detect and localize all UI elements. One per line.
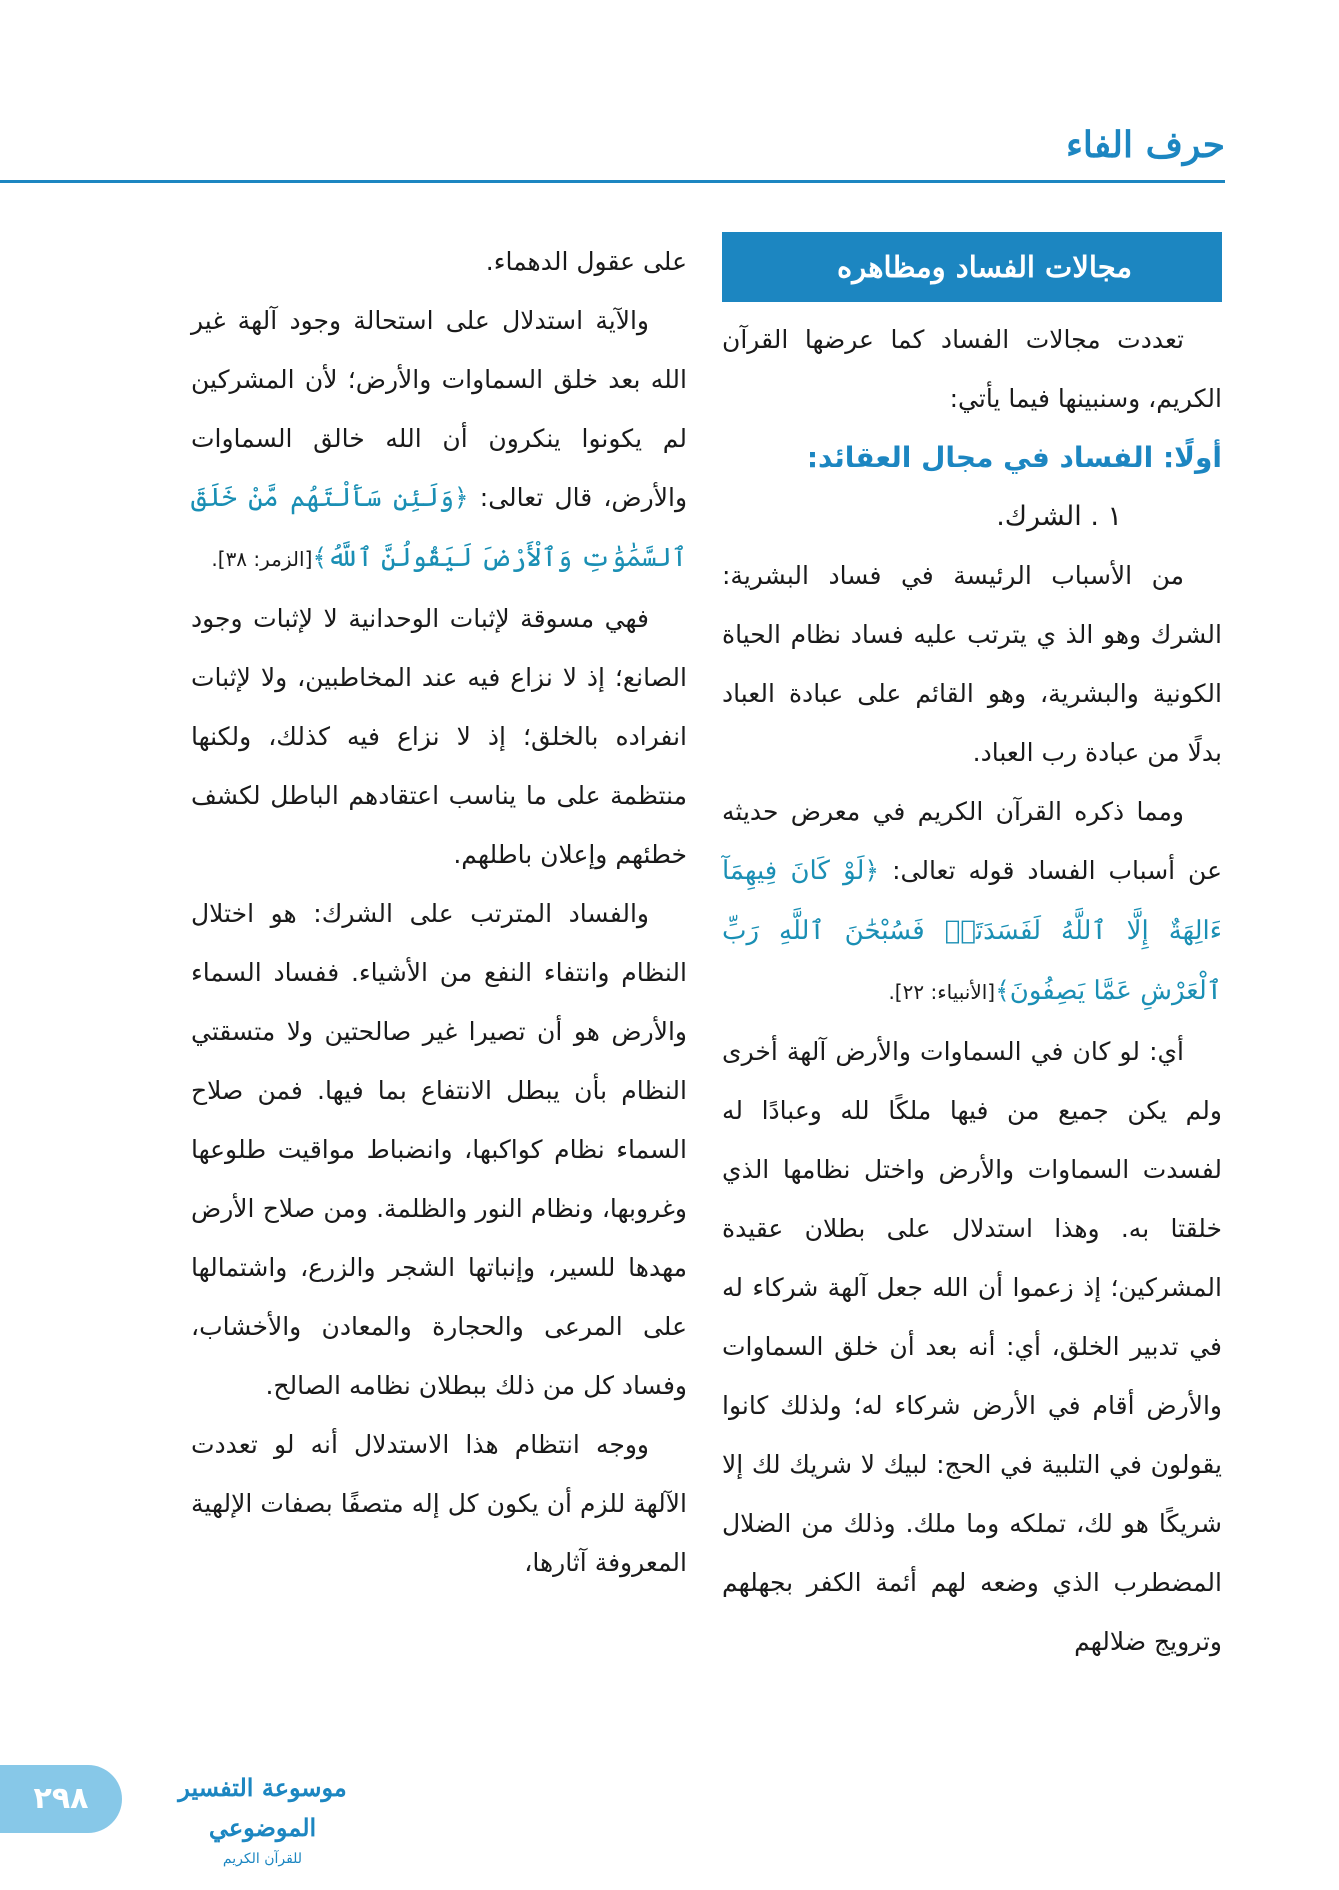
paragraph: فهي مسوقة لإثبات الوحدانية لا لإثبات وجود الصانع؛ إذ لا نزاع فيه عند المخاطبين، ولا لإثبات انفراده بالخلق؛ إذ لا نزاع فيه كذلك، ولكنها منتظمة على ما يناسب اعتقادهم الباطل لكشف خطئهم وإعلان باطلهم.	[191, 604, 687, 869]
paragraph: ووجه انتظام هذا الاستدلال أنه لو تعددت الآلهة للزم أن يكون كل إله متصفًا بصفات الإلهية المعروفة آثارها،	[191, 1430, 687, 1577]
logo-subtitle: للقرآن الكريم	[222, 1851, 303, 1867]
quran-verse: وَلَئِن سَأَلْتَهُم مَّنْ خَلَقَ ٱلسَّمَٰوَٰتِ وَٱلْأَرْضَ لَيَقُولُنَّ ٱللَّهُ	[191, 483, 687, 573]
verse-open-mark: ﴿	[864, 856, 880, 885]
verse-open-mark: ﴿	[453, 483, 469, 512]
verse-close-mark: ﴾	[995, 976, 1010, 1005]
paragraph: والفساد المترتب على الشرك: هو اختلال النظام وانتفاء النفع من الأشياء. ففساد السماء والأرض هو أن تصيرا غير صالحتين ولا متسقتي النظام بأن يبطل الانتفاع بما فيها. فمن صلاح السماء نظام كواكبها، وانضباط مواقيت طلوعها وغروبها، ونظام النور والظلمة. ومن صلاح الأرض مهدها للسير، وإنباتها الشجر والزرع، واشتمالها على المرعى والحجارة والمعادن والأخشاب، وفساد كل من ذلك ببطلان نظامه الصالح.	[191, 899, 687, 1400]
paragraph-text: ومما ذكره القرآن الكريم في معرض حديثه عن أسباب الفساد قوله تعالى:	[722, 797, 1222, 885]
paragraph-text: والآية استدلال على استحالة وجود آلهة غير الله بعد خلق السماوات والأرض؛ لأن المشركين لم يكونوا ينكرون أن الله خالق السماوات والأرض، قال تعالى:	[191, 306, 688, 512]
paragraph-with-verse	[191, 291, 687, 589]
left-column	[191, 232, 687, 1592]
paragraph: من الأسباب الرئيسة في فساد البشرية: الشرك وهو الذ ي يترتب عليه فساد نظام الحياة الكونية والبشرية، وهو القائم على عبادة العباد بدلًا من عبادة رب العباد.	[722, 561, 1222, 767]
paragraph: أي: لو كان في السماوات والأرض آلهة أخرى ولم يكن جميع من فيها ملكًا لله وعبادًا له لفسدت السماوات والأرض واختل نظامها الذي خلقتا به. وهذا استدلال على بطلان عقيدة المشركين؛ إذ زعموا أن الله جعل آلهة شركاء له في تدبير الخلق، أي: أنه بعد أن خلق السماوات والأرض أقام في الأرض شركاء له؛ ولذلك كانوا يقولون في التلبية في الحج: لبيك لا شريك لك إلا شريكًا هو لك، تملكه وما ملك. وذلك من الضلال المضطرب الذي وضعه لهم أئمة الكفر بجهلهم وترويج ضلالهم	[722, 1037, 1222, 1656]
intro-paragraph: تعددت مجالات الفساد كما عرضها القرآن الكريم، وسنبينها فيما يأتي:	[722, 325, 1222, 413]
verse-close-mark: ﴾	[312, 543, 328, 572]
verse-reference: [الزمر: ٣٨].	[211, 547, 313, 571]
section-heading: مجالات الفساد ومظاهره	[722, 232, 1222, 302]
page-section-title: حرف الفاء	[1065, 124, 1225, 166]
numbered-item: ١ . الشرك.	[996, 501, 1122, 532]
paragraph: على عقول الدهماء.	[485, 247, 687, 276]
header-divider	[0, 180, 1225, 183]
page-number: ٢٩٨	[0, 1765, 122, 1833]
logo-title: موسوعة التفسير الموضوعي	[178, 1773, 347, 1842]
encyclopedia-logo	[145, 1768, 380, 1867]
right-column	[722, 232, 1222, 1671]
subheading: أولًا: الفساد في مجال العقائد:	[806, 441, 1222, 474]
verse-reference: [الأنبياء: ٢٢].	[888, 980, 996, 1004]
paragraph-with-verse	[722, 782, 1222, 1022]
quran-verse: لَوْ كَانَ فِيهِمَآ ءَالِهَةٌ إِلَّا ٱللَّهُ لَفَسَدَتَاۚ فَسُبْحَٰنَ ٱللَّهِ رَبِّ ٱلْعَرْشِ عَمَّا يَصِفُونَ	[722, 856, 1222, 1006]
